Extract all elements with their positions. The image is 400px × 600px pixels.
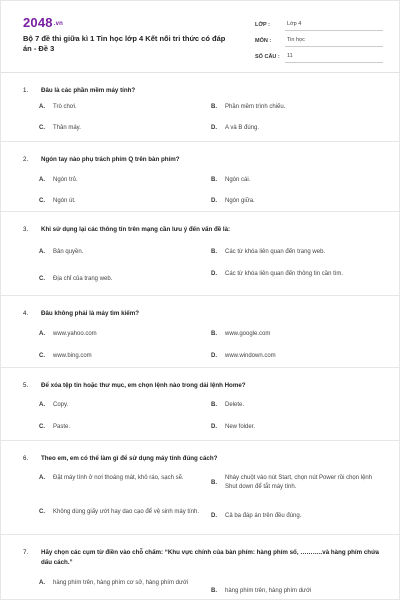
option-text: hàng phím trên, hàng phím cơ sở, hàng phím dưới	[53, 580, 189, 586]
option-text: Địa chỉ của trang web.	[53, 276, 113, 282]
meta-row-grade	[255, 15, 383, 31]
option-text: www.yahoo.com	[53, 331, 97, 337]
question-text: Hãy chọn các cụm từ điền vào chỗ chấm: “Khu vực chính của bàn phím: hàng phím số, ………..và hàng phím chứa dấu cách.”	[41, 549, 379, 566]
answer-option[interactable]	[211, 248, 375, 257]
answer-option[interactable]	[39, 176, 203, 185]
option-text: www.windown.com	[225, 353, 276, 359]
question-item	[1, 441, 400, 535]
question-item	[1, 73, 400, 142]
option-text: hàng phím trên, hàng phím dưới	[225, 588, 312, 594]
option-letter: D.	[211, 271, 217, 277]
option-text: Paste.	[53, 424, 71, 430]
option-text: Các từ khóa liên quan đến trang web.	[225, 249, 326, 255]
meta-label: LỚP :	[255, 22, 270, 28]
option-letter: B.	[211, 104, 217, 110]
question-header	[23, 86, 383, 96]
question-number: 4.	[23, 310, 29, 317]
option-text: www.google.com	[225, 331, 271, 337]
answer-option[interactable]	[211, 401, 375, 410]
question-number: 5.	[23, 382, 29, 389]
question-number: 1.	[23, 87, 29, 94]
question-header	[23, 548, 383, 568]
answer-option[interactable]	[39, 579, 203, 588]
answer-option[interactable]	[39, 423, 203, 432]
option-text: Ngón cái.	[225, 177, 251, 183]
answer-option[interactable]	[39, 124, 203, 133]
option-letter: A.	[39, 104, 45, 110]
option-letter: C.	[39, 125, 45, 131]
question-number: 6.	[23, 455, 29, 462]
meta-row-count	[255, 47, 383, 63]
question-item	[1, 142, 400, 212]
option-text: New folder.	[225, 424, 256, 430]
option-text: Ngón giữa.	[225, 198, 255, 204]
question-item	[1, 212, 400, 296]
option-letter: B.	[211, 402, 217, 408]
question-text: Khi sử dụng lại các thông tin trên mạng cần lưu ý đến vấn đề là:	[41, 226, 231, 233]
answer-option[interactable]	[211, 197, 375, 206]
meta-label: SỐ CÂU :	[255, 54, 280, 60]
answer-option[interactable]	[39, 401, 203, 410]
option-letter: D.	[211, 424, 217, 430]
option-letter: A.	[39, 177, 45, 183]
answer-option[interactable]	[211, 587, 375, 596]
answer-option[interactable]	[211, 270, 375, 279]
question-header	[23, 454, 383, 464]
answer-option[interactable]	[39, 248, 203, 257]
meta-value: Lớp 4	[285, 21, 383, 31]
answer-option[interactable]	[211, 176, 375, 185]
option-letter: A.	[39, 475, 45, 481]
meta-label: MÔN :	[255, 38, 272, 44]
option-letter: B.	[211, 177, 217, 183]
option-letter: B.	[211, 331, 217, 337]
exam-meta	[255, 15, 383, 63]
option-text: Phần mềm trình chiếu.	[225, 104, 286, 110]
question-number: 7.	[23, 549, 29, 556]
option-letter: C.	[39, 198, 45, 204]
answer-option[interactable]	[211, 330, 375, 339]
option-text: Ngón trỏ.	[53, 177, 78, 183]
option-letter: B.	[211, 249, 217, 255]
question-header	[23, 225, 383, 235]
option-letter: B.	[211, 588, 217, 594]
option-letter: D.	[211, 513, 217, 519]
document-header	[1, 1, 400, 67]
option-letter: A.	[39, 580, 45, 586]
answer-option[interactable]	[211, 352, 375, 361]
option-letter: D.	[211, 353, 217, 359]
logo-text: 2048	[23, 15, 53, 30]
site-logo[interactable]	[23, 15, 63, 30]
option-letter: C.	[39, 424, 45, 430]
meta-value: Tin học	[285, 37, 383, 47]
answer-option[interactable]	[211, 474, 375, 492]
question-item	[1, 368, 400, 441]
answer-option[interactable]	[211, 124, 375, 133]
answer-option[interactable]	[39, 352, 203, 361]
question-text: Đâu không phải là máy tìm kiếm?	[41, 310, 139, 317]
answer-option[interactable]	[39, 330, 203, 339]
option-letter: D.	[211, 198, 217, 204]
option-text: Nháy chuột vào nút Start, chọn nút Power rồi chọn lệnh Shut down để tắt máy tính.	[225, 475, 373, 490]
answer-option[interactable]	[211, 512, 375, 521]
option-letter: A.	[39, 402, 45, 408]
option-letter: A.	[39, 331, 45, 337]
question-number: 2.	[23, 156, 29, 163]
answer-option[interactable]	[211, 423, 375, 432]
question-text: Ngón tay nào phụ trách phím Q trên bàn phím?	[41, 156, 180, 163]
option-letter: C.	[39, 276, 45, 282]
option-text: Cả ba đáp án trên đều đúng.	[225, 513, 302, 519]
option-letter: A.	[39, 249, 45, 255]
answer-option[interactable]	[39, 508, 203, 517]
option-text: www.bing.com	[53, 353, 92, 359]
option-text: Copy.	[53, 402, 69, 408]
option-text: Delete.	[225, 402, 245, 408]
answer-option[interactable]	[211, 103, 375, 112]
document-title: Bộ 7 đề thi giữa kì 1 Tin học lớp 4 Kết nối tri thức có đáp án - Đề 3	[23, 34, 226, 53]
logo-tld: .vn	[53, 20, 64, 27]
meta-value: 11	[285, 53, 383, 63]
answer-option[interactable]	[39, 197, 203, 206]
option-text: Đặt máy tính ở nơi thoáng mát, khô ráo, sạch sẽ.	[53, 475, 184, 481]
question-item	[1, 535, 400, 600]
meta-row-subject	[255, 31, 383, 47]
option-text: Trò chơi.	[53, 104, 77, 110]
option-letter: C.	[39, 509, 45, 515]
answer-option[interactable]	[39, 474, 203, 483]
question-header	[23, 309, 383, 319]
option-letter: C.	[39, 353, 45, 359]
question-text: Để xóa tệp tin hoặc thư mục, em chọn lệnh nào trong dải lệnh Home?	[41, 382, 246, 389]
question-text: Đâu là các phần mềm máy tính?	[41, 87, 136, 94]
question-header	[23, 381, 383, 391]
question-header	[23, 155, 383, 165]
option-letter: B.	[211, 479, 217, 486]
question-item	[1, 296, 400, 368]
answer-option[interactable]	[39, 275, 203, 284]
option-text: Các từ khóa liên quan đến thông tin cần tìm.	[225, 271, 344, 277]
answer-option[interactable]	[39, 103, 203, 112]
option-text: A và B đúng.	[225, 125, 260, 131]
question-text: Theo em, em có thể làm gì để sử dụng máy tính đúng cách?	[41, 455, 218, 462]
option-letter: D.	[211, 125, 217, 131]
option-text: Không dùng giấy ướt hay dao cạo để vệ sinh máy tính.	[53, 509, 200, 515]
question-number: 3.	[23, 226, 29, 233]
option-text: Ngón út.	[53, 198, 76, 204]
option-text: Thân máy.	[53, 125, 81, 131]
option-text: Bản quyền.	[53, 249, 84, 255]
